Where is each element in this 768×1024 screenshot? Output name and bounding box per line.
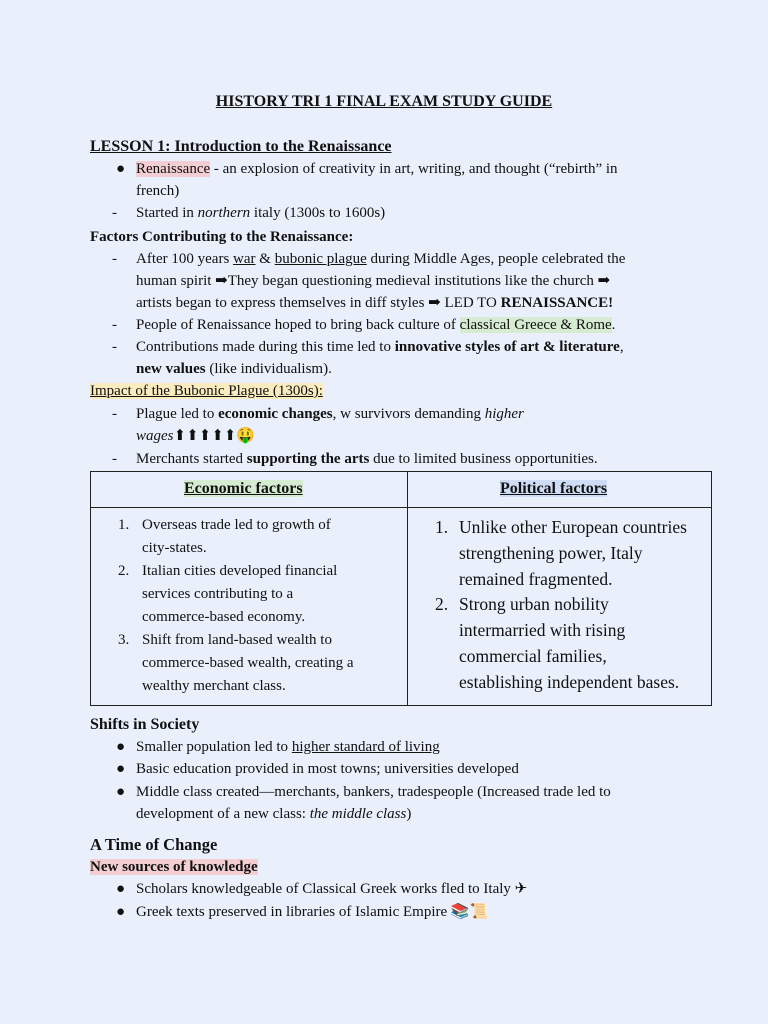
bullet-dot: ● — [116, 761, 126, 777]
pol-item-1 — [435, 514, 687, 592]
text-line — [136, 425, 255, 447]
table-divider — [91, 507, 711, 508]
section-heading: Shifts in Society — [90, 716, 200, 733]
list-text: Overseas trade led to growth of — [142, 517, 331, 533]
bold-text: supporting the arts — [246, 451, 370, 467]
italic-text: the middle class — [309, 806, 407, 822]
text: during Middle Ages, people celebrated the — [366, 251, 626, 267]
arrows-emoji: ⬆⬆⬆⬆⬆🤑 — [173, 428, 256, 444]
section-heading: A Time of Change — [90, 835, 218, 854]
table-header-economic — [184, 480, 303, 498]
list-number: 1. — [118, 517, 130, 533]
highlight-subheading: New sources of knowledge — [90, 859, 258, 875]
text-line — [136, 336, 624, 358]
renaissance-definition — [136, 158, 618, 180]
dash-marker: - — [112, 251, 117, 267]
list-text: commercial families, — [459, 646, 607, 666]
econ-item-3 — [118, 629, 354, 698]
dash-marker: - — [112, 205, 117, 221]
lesson-heading: LESSON 1: Introduction to the Renaissance — [90, 138, 392, 155]
list-number: 2. — [435, 594, 449, 614]
bullet-dot: ● — [116, 161, 126, 177]
text-line: Middle class created—merchants, bankers, tradespeople (Increased trade led to — [136, 784, 611, 800]
dash-marker: - — [112, 317, 117, 333]
highlight-term: Renaissance — [136, 161, 211, 177]
text-line — [136, 358, 332, 380]
page-title: HISTORY TRI 1 FINAL EXAM STUDY GUIDE — [215, 93, 553, 110]
bold-text: innovative styles of art & literature — [394, 339, 620, 355]
italic-text: northern — [197, 205, 251, 221]
text: People of Renaissance hoped to bring back culture of — [136, 317, 460, 333]
text: (like individualism). — [205, 361, 332, 377]
pol-item-2 — [435, 591, 679, 695]
econ-item-1 — [118, 514, 331, 560]
underlined-text: higher standard of living — [291, 739, 440, 755]
text: ) — [406, 806, 412, 822]
text: - an explosion of creativity in art, writing, and thought (“rebirth” in — [210, 161, 618, 177]
list-text: city-states. — [142, 540, 207, 556]
text: artists began to express themselves in diff styles ➡ LED TO — [136, 295, 501, 311]
bold-text: new values — [136, 361, 206, 377]
text-line: Scholars knowledgeable of Classical Greek works fled to Italy ✈ — [136, 881, 528, 897]
list-text: wealthy merchant class. — [142, 678, 286, 694]
text-line — [136, 292, 613, 314]
dash-marker: - — [112, 406, 117, 422]
list-text: services contributing to a — [142, 586, 294, 602]
list-text: commerce-based wealth, creating a — [142, 655, 354, 671]
text-line — [136, 202, 385, 224]
header-label: Economic factors — [184, 480, 303, 497]
dash-marker: - — [112, 451, 117, 467]
highlight-text: classical Greece & Rome — [459, 317, 612, 333]
text: . — [611, 317, 616, 333]
text: development of a new class: — [136, 806, 310, 822]
text-line — [136, 448, 598, 470]
list-number: 3. — [118, 632, 130, 648]
text-line — [136, 248, 625, 270]
text-line: Basic education provided in most towns; universities developed — [136, 761, 519, 777]
list-number: 1. — [435, 517, 449, 537]
table-header-political — [500, 480, 607, 498]
text: Smaller population led to — [136, 739, 292, 755]
list-text: Shift from land-based wealth to — [142, 632, 332, 648]
underlined-text: war — [233, 251, 256, 267]
text: due to limited business opportunities. — [369, 451, 598, 467]
list-text: strengthening power, Italy — [459, 543, 643, 563]
bold-text: RENAISSANCE! — [500, 295, 614, 311]
text-line: human spirit ➡They began questioning medieval institutions like the church ➡ — [136, 273, 611, 289]
bullet-dot: ● — [116, 784, 126, 800]
text: , — [619, 339, 624, 355]
factors-table — [90, 471, 712, 706]
text-line — [136, 736, 440, 758]
text: Plague led to — [136, 406, 219, 422]
header-label: Political factors — [500, 480, 608, 497]
italic-text: higher — [484, 406, 524, 422]
bullet-dot: ● — [116, 739, 126, 755]
dash-marker: - — [112, 339, 117, 355]
italic-text: wages — [136, 428, 174, 444]
econ-item-2 — [118, 560, 337, 629]
text: Merchants started — [136, 451, 247, 467]
text-line: Greek texts preserved in libraries of Islamic Empire 📚📜 — [136, 904, 489, 920]
bullet-dot: ● — [116, 904, 126, 920]
list-text: establishing independent bases. — [459, 672, 680, 692]
highlight-heading: Impact of the Bubonic Plague (1300s): — [90, 383, 323, 399]
text-line: french) — [136, 183, 180, 199]
text: & — [255, 251, 275, 267]
bullet-dot: ● — [116, 881, 126, 897]
text-line — [136, 803, 411, 825]
text: , w survivors demanding — [332, 406, 485, 422]
subheading — [90, 856, 258, 878]
list-text: Unlike other European countries — [459, 517, 687, 537]
underlined-text: bubonic plague — [274, 251, 367, 267]
list-text: intermarried with rising — [459, 620, 626, 640]
text-line — [136, 314, 615, 336]
section-heading: Factors Contributing to the Renaissance: — [90, 229, 354, 245]
list-text: commerce-based economy. — [142, 609, 306, 625]
text: After 100 years — [136, 251, 234, 267]
text-line — [136, 403, 524, 425]
list-text: remained fragmented. — [459, 569, 613, 589]
plague-heading — [90, 380, 323, 402]
list-text: Strong urban nobility — [459, 594, 609, 614]
text: italy (1300s to 1600s) — [250, 205, 386, 221]
text: Contributions made during this time led to — [136, 339, 395, 355]
list-text: Italian cities developed financial — [142, 563, 338, 579]
bold-text: economic changes — [218, 406, 333, 422]
list-number: 2. — [118, 563, 130, 579]
text: Started in — [136, 205, 198, 221]
